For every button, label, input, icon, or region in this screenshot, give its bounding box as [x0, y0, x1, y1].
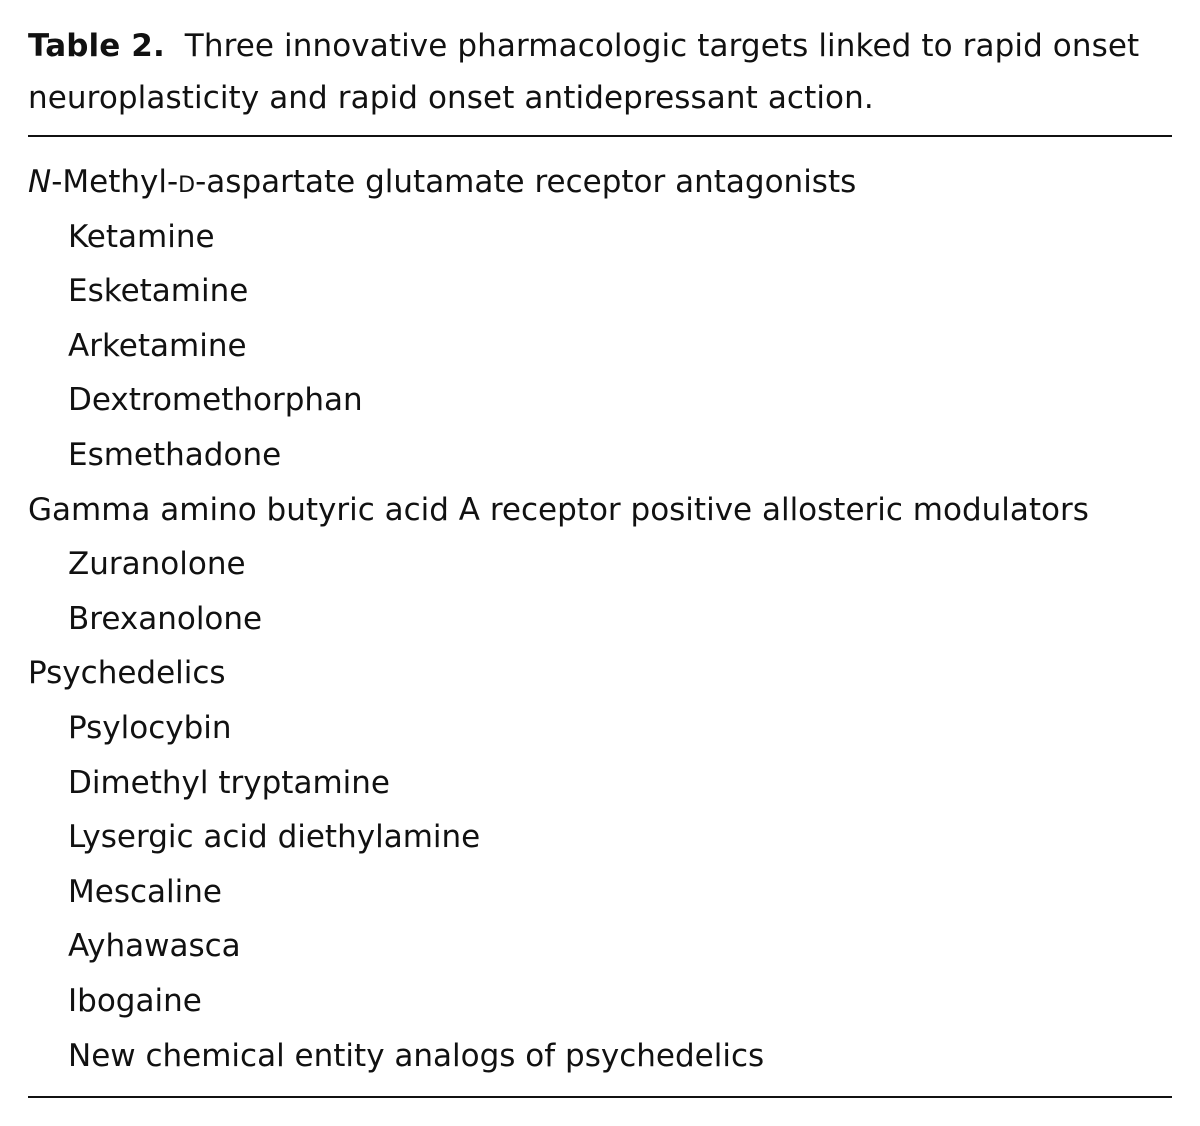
- group-heading-gaba: Gamma amino butyric acid A receptor positive allosteric modulators: [28, 491, 1089, 528]
- heading-part: -aspartate glutamate receptor antagonists: [195, 164, 857, 200]
- list-item: Zuranolone: [68, 546, 246, 583]
- list-item: Esmethadone: [68, 436, 282, 473]
- bottom-rule: [28, 1096, 1172, 1098]
- list-item: Lysergic acid diethylamine: [68, 819, 481, 856]
- heading-part: -Methyl-: [51, 164, 179, 200]
- list-item: Arketamine: [68, 327, 247, 364]
- top-rule: [28, 135, 1172, 137]
- list-item: Brexanolone: [68, 600, 263, 637]
- table-label: Table 2.: [28, 28, 165, 64]
- list-item: Psylocybin: [68, 709, 232, 746]
- list-item: New chemical entity analogs of psychedelics: [68, 1037, 765, 1074]
- list-item: Esketamine: [68, 273, 249, 310]
- table-body: [28, 155, 1172, 1083]
- list-item: Ayhawasca: [68, 928, 241, 965]
- list-item: Dextromethorphan: [68, 382, 363, 419]
- group-heading-psychedelics: Psychedelics: [28, 655, 226, 692]
- table-caption: [28, 20, 1178, 124]
- list-item: Ibogaine: [68, 982, 202, 1019]
- list-item: Dimethyl tryptamine: [68, 764, 390, 801]
- heading-smallcaps: d: [178, 164, 196, 200]
- table-caption-text: Three innovative pharmacologic targets linked to rapid onset neuroplasticity and rapid onset antidepressant action.: [28, 28, 1140, 116]
- heading-italic-prefix: N: [28, 164, 52, 200]
- group-heading-nmda: [28, 155, 1172, 210]
- list-item: Mescaline: [68, 873, 222, 910]
- list-item: Ketamine: [68, 218, 215, 255]
